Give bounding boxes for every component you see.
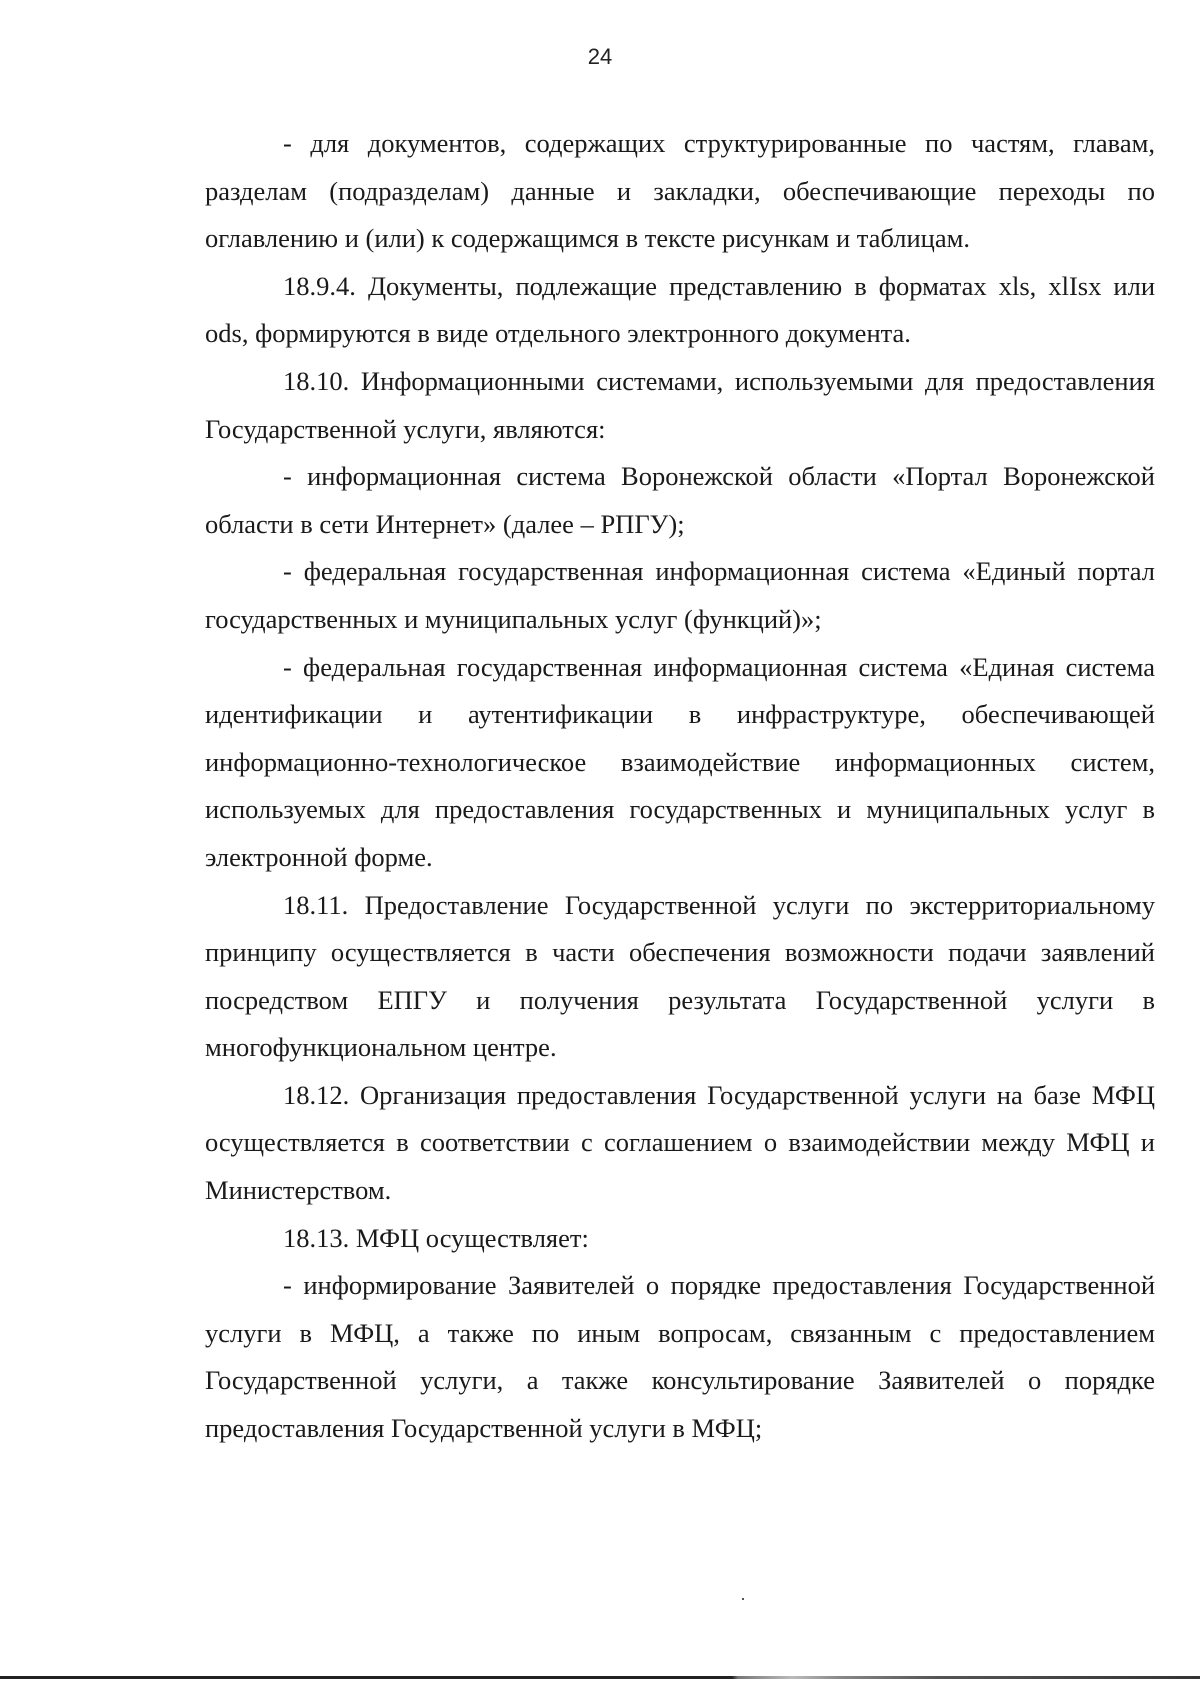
paragraph-documents-structure: - для документов, содержащих структурированные по частям, главам, разделам (подразделам) данные и закладки, обеспечивающие переходы по оглавлению и (или) к содержащимся в тексте рисункам и таблицам. (205, 128, 1155, 254)
paragraph-18-10: 18.10. Информационными системами, используемыми для предоставления Государственной услуги, являются: (205, 365, 1155, 444)
paragraph-rpgu: - информационная система Воронежской области «Портал Воронежской области в сети Интернет» (далее – РПГУ); (205, 461, 1155, 539)
paragraph-epgu: - федеральная государственная информационная система «Единый портал государственных и муниципальных услуг (функций)»; (205, 556, 1155, 634)
page-number: 24 (587, 44, 613, 69)
scan-bottom-edge (0, 1676, 1200, 1679)
paragraph-esia: - федеральная государственная информационная система «Единая система идентификации и аутентификации в инфраструктуре, обеспечивающей информационно-технологическое взаимодействие информационных систем, используемых для предоставления государственных и муниципальных услуг в электронной форме. (205, 651, 1155, 872)
paragraph-18-11: 18.11. Предоставление Государственной услуги по экстерриториальному принципу осуществляется в части обеспечения возможности подачи заявлений посредством ЕПГУ и получения результата Государственной услуги в многофункциональном центре. (205, 889, 1155, 1063)
paragraph-18-13: 18.13. МФЦ осуществляет: (283, 1222, 589, 1253)
paragraph-mfc-informing: - информирование Заявителей о порядке предоставления Государственной услуги в МФЦ, а также по иным вопросам, связанным с предоставлением Государственной услуги, а также консультирование Заявителей о порядке предоставления Государственной услуги в МФЦ; (205, 1270, 1155, 1444)
document-body (205, 120, 1155, 1453)
scan-speck (742, 1598, 744, 1600)
paragraph-18-12: 18.12. Организация предоставления Государственной услуги на базе МФЦ осуществляется в соответствии с соглашением о взаимодействии между МФЦ и Министерством. (205, 1079, 1155, 1206)
paragraph-18-9-4: 18.9.4. Документы, подлежащие представлению в форматах xls, xlIsx или ods, формируются в виде отдельного электронного документа. (205, 270, 1155, 349)
